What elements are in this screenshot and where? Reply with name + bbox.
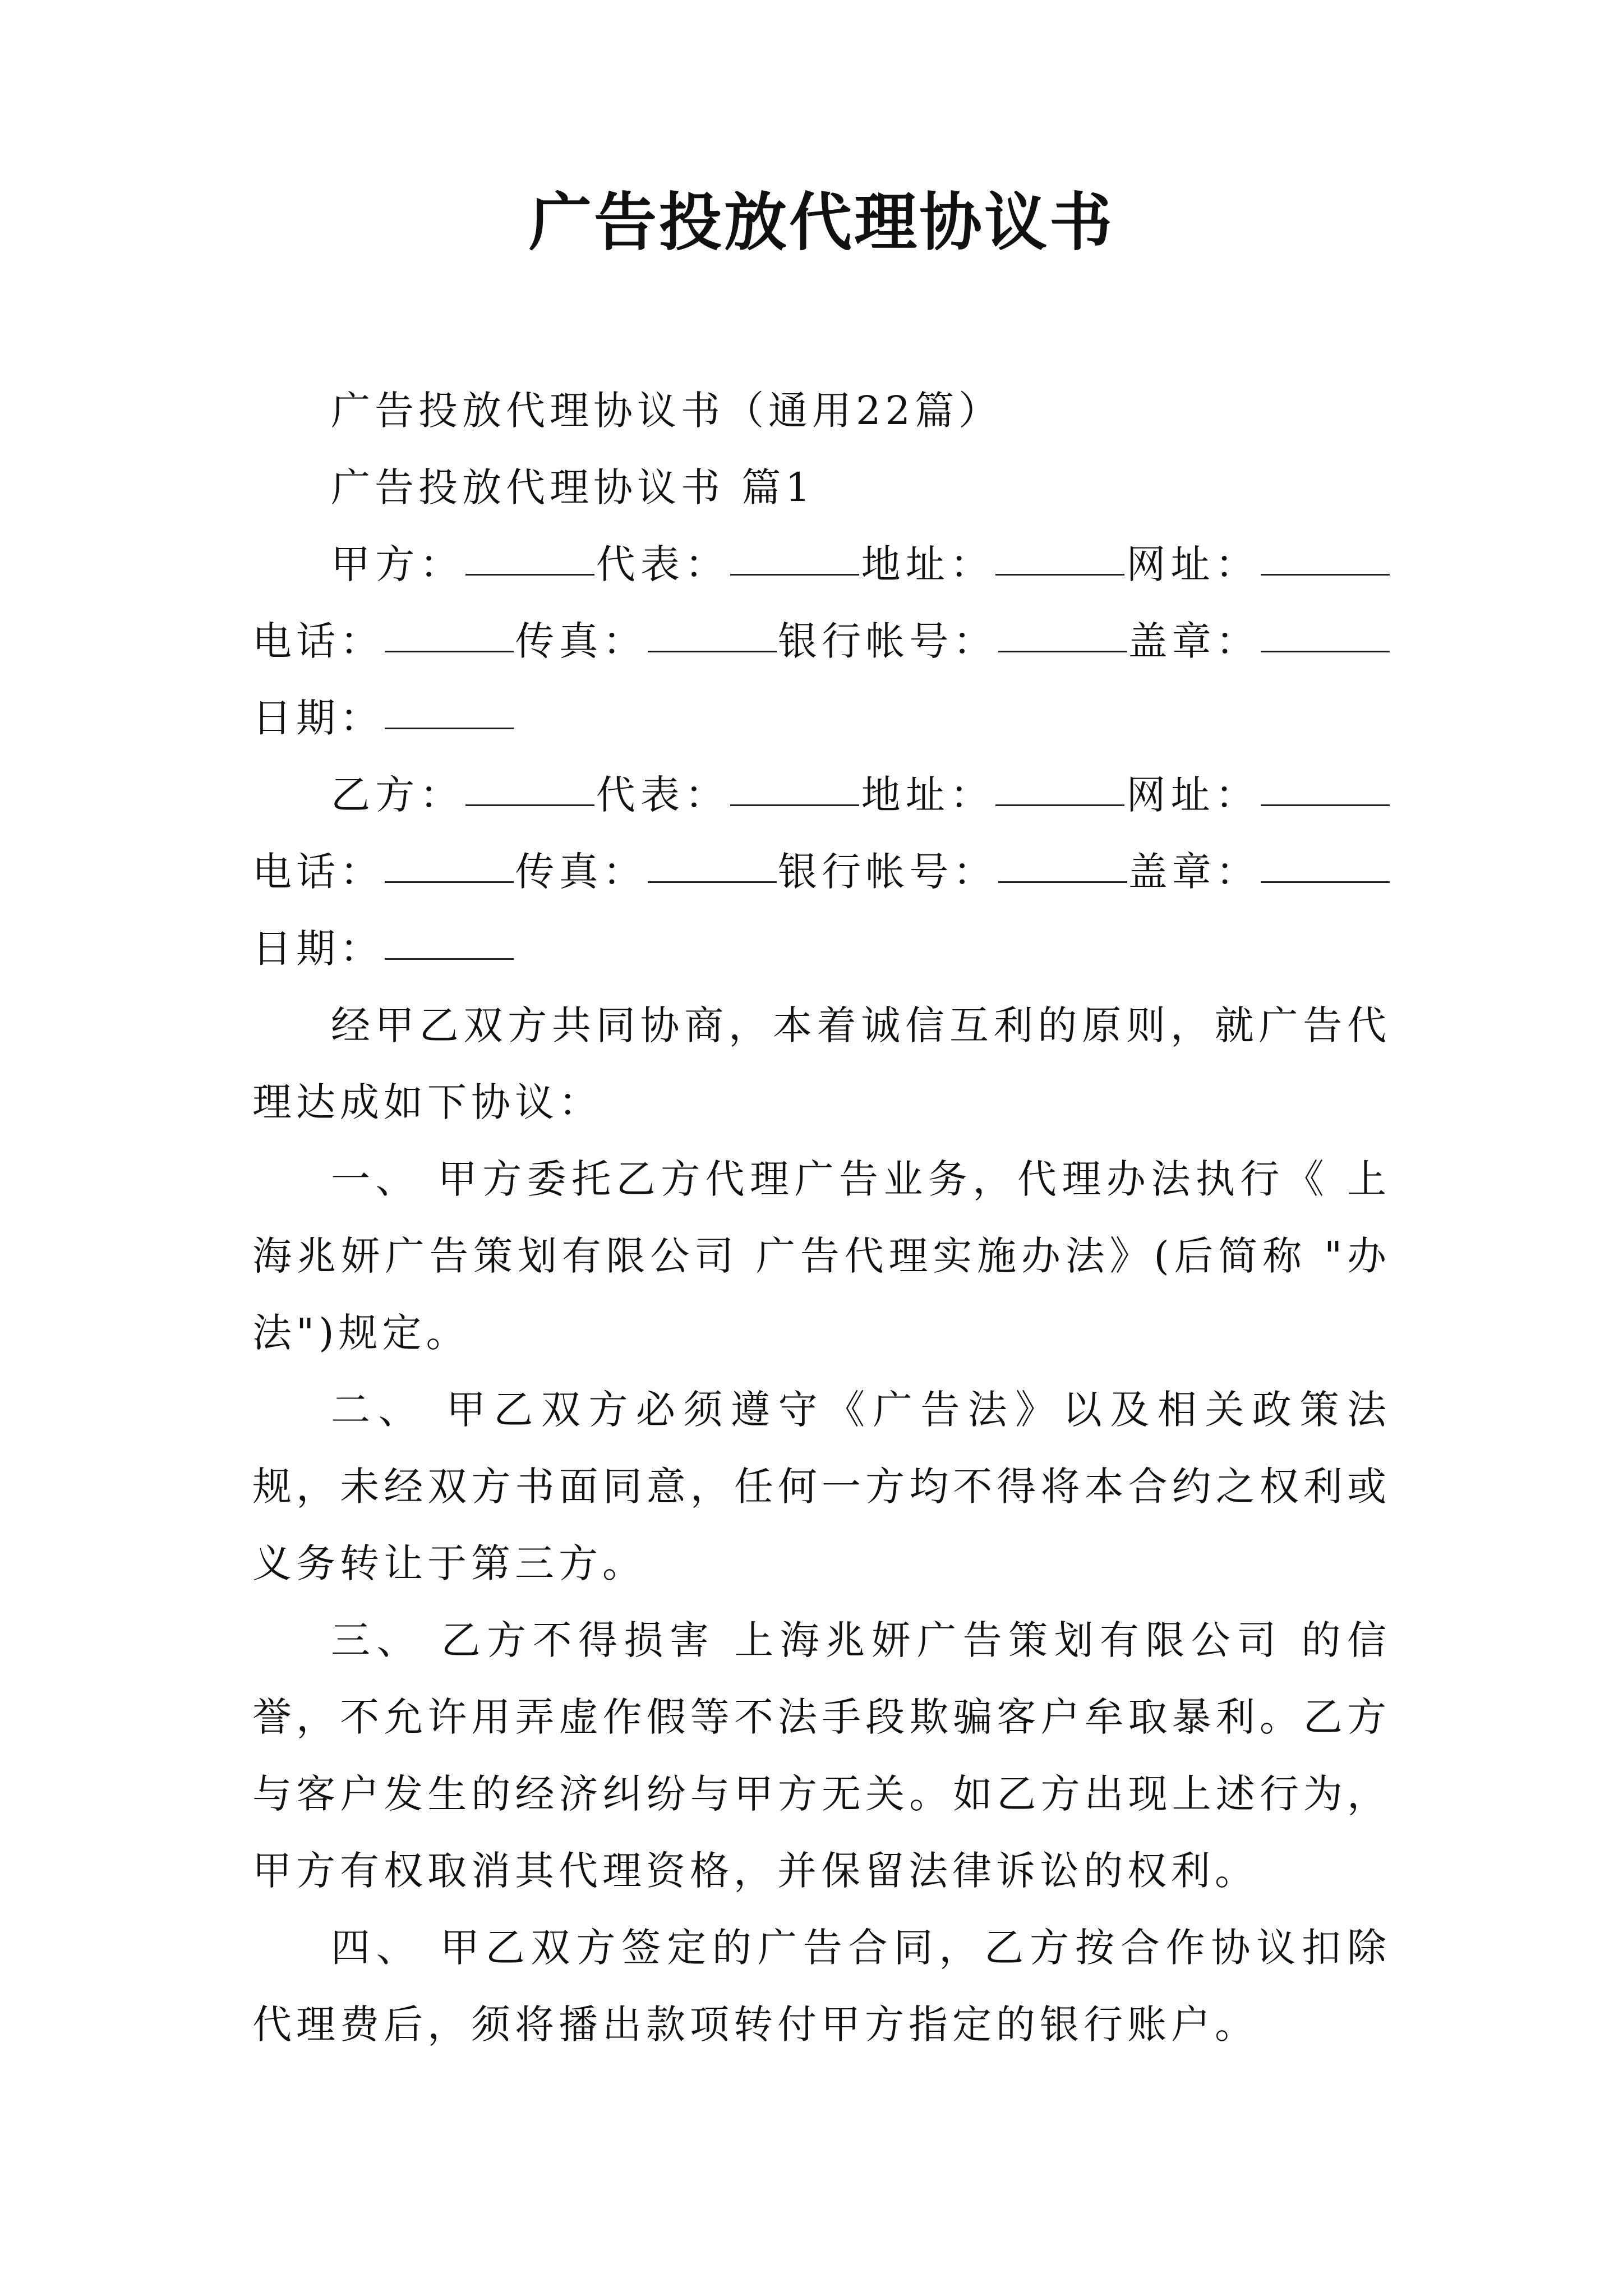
blank-line xyxy=(730,804,859,806)
party-b-phone-label: 电话： xyxy=(252,849,384,895)
blank-line xyxy=(385,958,514,960)
blank-line xyxy=(1261,881,1390,883)
blank-line xyxy=(995,573,1124,576)
party-a-label: 甲方： xyxy=(331,541,464,588)
blank-line xyxy=(385,881,514,883)
blank-line xyxy=(730,573,859,576)
party-b-addr-label: 地址： xyxy=(860,772,995,818)
blank-line xyxy=(998,881,1127,883)
blank-line xyxy=(385,727,514,729)
blank-line xyxy=(998,650,1127,652)
party-a-web-label: 网址： xyxy=(1126,541,1260,588)
clause-4: 四、 甲乙双方签定的广告合同，乙方按合作协议扣除代理费后，须将播出款项转付甲方指定的银行账户。 xyxy=(252,1925,1391,2048)
party-a-seal-label: 盖章： xyxy=(1128,618,1260,665)
clause-3: 三、 乙方不得损害 上海兆妍广告策划有限公司 的信誉，不允许用弄虚作假等不法手段欺骗客户牟取暴利。乙方与客户发生的经济纠纷与甲方无关。如乙方出现上述行为，甲方有权取消其代理资格，并保留法律诉讼的权利。 xyxy=(252,1617,1391,1894)
blank-line xyxy=(465,804,594,806)
blank-line xyxy=(995,804,1124,806)
clause-2: 二、 甲乙双方必须遵守《广告法》以及相关政策法规，未经双方书面同意，任何一方均不得将本合约之权利或义务转让于第三方。 xyxy=(252,1387,1391,1587)
party-b-rep-label: 代表： xyxy=(595,772,730,818)
party-b-fields xyxy=(252,757,1391,987)
party-b-bank-label: 银行帐号： xyxy=(777,849,997,895)
party-a-phone-label: 电话： xyxy=(252,618,384,665)
party-a-rep-label: 代表： xyxy=(595,541,730,588)
blank-line xyxy=(1261,573,1390,576)
party-a-date-label: 日期： xyxy=(252,695,384,742)
clause-1: 一、 甲方委托乙方代理广告业务，代理办法执行《 上海兆妍广告策划有限公司 广告代理实施办法》(后简称 "办法")规定。 xyxy=(252,1156,1391,1356)
section-heading: 广告投放代理协议书 篇1 xyxy=(331,464,815,511)
party-a-addr-label: 地址： xyxy=(860,541,995,588)
party-b-web-label: 网址： xyxy=(1126,772,1260,818)
document-subtitle: 广告投放代理协议书（通用22篇） xyxy=(331,388,1003,434)
blank-line xyxy=(648,881,777,883)
party-a-fax-label: 传真： xyxy=(515,618,647,665)
intro-paragraph: 经甲乙双方共同协商，本着诚信互利的原则，就广告代理达成如下协议： xyxy=(252,1002,1391,1126)
party-b-fax-label: 传真： xyxy=(515,849,647,895)
document-page xyxy=(252,185,1391,2063)
document-title: 广告投放代理协议书 xyxy=(529,186,1114,259)
blank-line xyxy=(1261,804,1390,806)
party-a-bank-label: 银行帐号： xyxy=(777,618,997,665)
blank-line xyxy=(385,650,514,652)
document-body xyxy=(252,372,1391,2063)
party-b-label: 乙方： xyxy=(331,772,464,818)
blank-line xyxy=(1261,650,1390,652)
blank-line xyxy=(648,650,777,652)
party-a-fields xyxy=(252,526,1391,757)
blank-line xyxy=(465,573,594,576)
party-b-date-label: 日期： xyxy=(252,926,384,972)
party-b-seal-label: 盖章： xyxy=(1128,849,1260,895)
